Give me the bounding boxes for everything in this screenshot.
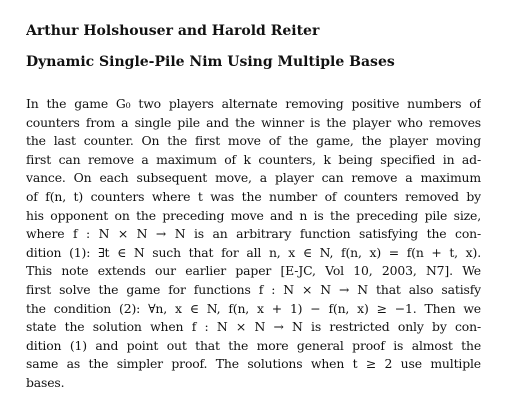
abstract-line: his opponent on the preceding move and n is the preceding pile size, [26, 207, 481, 223]
abstract-line: bases. [26, 374, 65, 390]
abstract-line: state the solution when f : N × N → N is restricted only by con- [26, 319, 481, 335]
abstract-line: vance. On each subsequent move, a player can remove a maximum [26, 170, 481, 186]
abstract-line: the condition (2): ∀n, x ∈ N, f(n, x + 1) − f(n, x) ≥ −1. Then we [26, 300, 481, 316]
abstract-line: counters from a single pile and the winner is the player who removes [26, 114, 481, 130]
abstract-line: This note extends our earlier paper [E-JC, Vol 10, 2003, N7]. We [26, 263, 481, 279]
paper-page [26, 0, 481, 412]
abstract-line: dition (1) and point out that the more general proof is almost the [26, 337, 481, 353]
abstract-line: of f(n, t) counters where t was the number of counters removed by [26, 188, 481, 204]
paper-title: Dynamic Single-Pile Nim Using Multiple Bases [26, 54, 395, 70]
abstract-line: where f : N × N → N is an arbitrary function satisfying the con- [26, 226, 481, 242]
abstract-line: the last counter. On the first move of the game, the player moving [26, 133, 481, 149]
abstract-line: dition (1): ∃t ∈ N such that for all n, x ∈ N, f(n, x) = f(n + t, x). [26, 244, 481, 260]
abstract-line: In the game G₀ two players alternate removing positive numbers of [26, 96, 481, 111]
paper-authors: Arthur Holshouser and Harold Reiter [26, 23, 320, 39]
abstract-line: first solve the game for functions f : N × N → N that also satisfy [26, 281, 481, 297]
abstract-line: first can remove a maximum of k counters, k being specified in ad- [26, 151, 481, 167]
abstract-line: same as the simpler proof. The solutions when t ≥ 2 use multiple [26, 356, 481, 372]
paper-abstract [26, 95, 481, 393]
